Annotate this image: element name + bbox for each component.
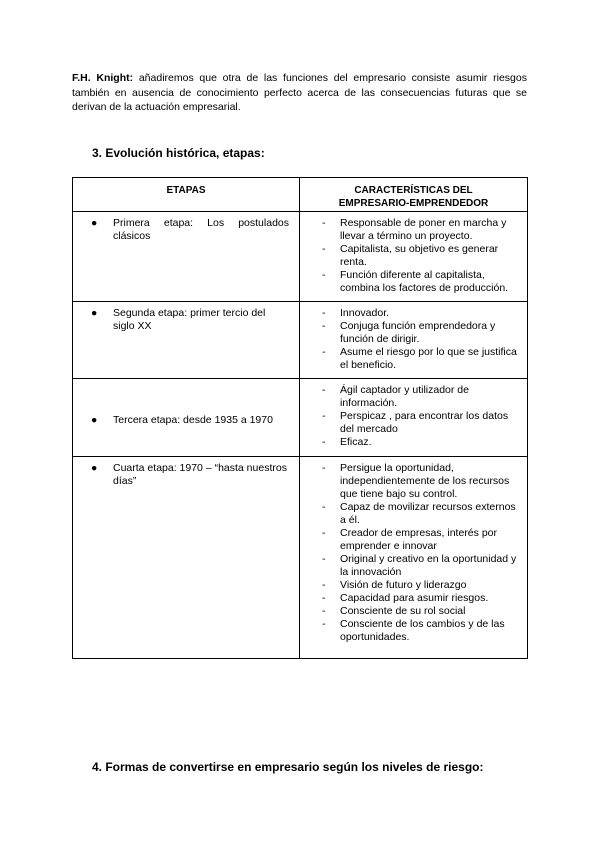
characteristic-text: Original y creativo en la oportunidad y la innovación: [340, 553, 517, 578]
stage-label: Cuarta etapa: 1970 – “hasta nuestros días”: [113, 462, 287, 487]
section-3-heading: 3. Evolución histórica, etapas:: [92, 146, 265, 160]
bullet-icon: ●: [91, 307, 98, 319]
list-item: [322, 579, 519, 592]
characteristic-text: Eficaz.: [340, 436, 372, 448]
dash-bullet: -: [322, 217, 326, 229]
dash-bullet: -: [322, 307, 326, 319]
dash-bullet: -: [322, 618, 326, 630]
stage-cell: [73, 379, 300, 457]
characteristic-text: Función diferente al capitalista, combina los factores de producción.: [340, 269, 509, 294]
dash-bullet: -: [322, 579, 326, 591]
characteristic-text: Persigue la oportunidad, independientemente de los recursos que tiene bajo su control.: [340, 462, 510, 500]
characteristic-text: Ágil captador y utilizador de información.: [340, 384, 469, 409]
table-row: [73, 457, 528, 659]
bullet-icon: ●: [91, 413, 98, 426]
characteristic-text: Asume el riesgo por lo que se justifica el beneficio.: [340, 346, 517, 371]
header-caracteristicas: CARACTERÍSTICAS DEL EMPRESARIO-EMPRENDEDOR: [300, 178, 528, 212]
dash-bullet: -: [322, 346, 326, 358]
characteristic-text: Visión de futuro y liderazgo: [340, 579, 467, 591]
list-item: [322, 527, 519, 553]
characteristic-text: Capacidad para asumir riesgos.: [340, 592, 489, 604]
list-item: [322, 501, 519, 527]
stage-label: Primera etapa: Los postulados clásicos: [113, 217, 289, 242]
etapas-table: [72, 177, 528, 659]
characteristic-text: Innovador.: [340, 307, 390, 319]
dash-bullet: -: [322, 410, 326, 422]
dash-bullet: -: [322, 527, 326, 539]
characteristic-text: Perspicaz , para encontrar los datos del mercado: [340, 410, 509, 435]
dash-bullet: -: [322, 243, 326, 255]
characteristic-text: Consciente de su rol social: [340, 605, 466, 617]
dash-bullet: -: [322, 553, 326, 565]
list-item: [322, 320, 519, 346]
list-item: [322, 462, 519, 501]
dash-bullet: -: [322, 320, 326, 332]
list-item: [322, 243, 519, 269]
dash-bullet: -: [322, 592, 326, 604]
intro-author: F.H. Knight:: [72, 72, 134, 84]
characteristic-text: Capaz de movilizar recursos externos a él.: [340, 501, 516, 526]
characteristic-text: Consciente de los cambios y de las oportunidades.: [340, 618, 505, 643]
stage-cell: [73, 302, 300, 379]
characteristics-cell: [300, 379, 528, 457]
list-item: [322, 384, 519, 410]
intro-paragraph: [72, 71, 527, 115]
dash-bullet: -: [322, 384, 326, 396]
header-etapas: ETAPAS: [73, 178, 300, 212]
list-item: [322, 217, 519, 243]
bullet-icon: ●: [91, 217, 98, 229]
table-row: [73, 212, 528, 302]
dash-bullet: -: [322, 436, 326, 448]
list-item: [322, 592, 519, 605]
list-item: [322, 307, 519, 320]
table-row: [73, 302, 528, 379]
list-item: [322, 269, 519, 295]
list-item: [322, 605, 519, 618]
dash-bullet: -: [322, 269, 326, 281]
list-item: [322, 410, 519, 436]
list-item: [322, 553, 519, 579]
characteristic-text: Capitalista, su objetivo es generar renta.: [340, 243, 499, 268]
list-item: [322, 618, 519, 644]
characteristic-text: Conjuga función emprendedora y función de dirigir.: [340, 320, 496, 345]
characteristic-text: Responsable de poner en marcha y llevar a término un proyecto.: [340, 217, 507, 242]
table-header-row: [73, 178, 528, 212]
characteristics-cell: [300, 212, 528, 302]
characteristics-cell: [300, 302, 528, 379]
characteristics-cell: [300, 457, 528, 659]
list-item: [322, 436, 519, 449]
section-4-heading: 4. Formas de convertirse en empresario según los niveles de riesgo:: [92, 760, 484, 774]
table-row: [73, 379, 528, 457]
dash-bullet: -: [322, 605, 326, 617]
list-item: [322, 346, 519, 372]
stage-label: Segunda etapa: primer tercio del siglo XX: [113, 307, 266, 332]
dash-bullet: -: [322, 462, 326, 474]
stage-cell: [73, 457, 300, 659]
dash-bullet: -: [322, 501, 326, 513]
stage-cell: [73, 212, 300, 302]
intro-text: añadiremos que otra de las funciones del empresario consiste asumir riesgos también en ausencia de conocimiento perfecto acerca de las consecuencias futuras que se derivan de la actuación empresarial.: [72, 72, 527, 113]
bullet-icon: ●: [91, 462, 98, 474]
characteristic-text: Creador de empresas, interés por emprender e innovar: [340, 527, 497, 552]
stage-label: Tercera etapa: desde 1935 a 1970: [113, 413, 273, 426]
